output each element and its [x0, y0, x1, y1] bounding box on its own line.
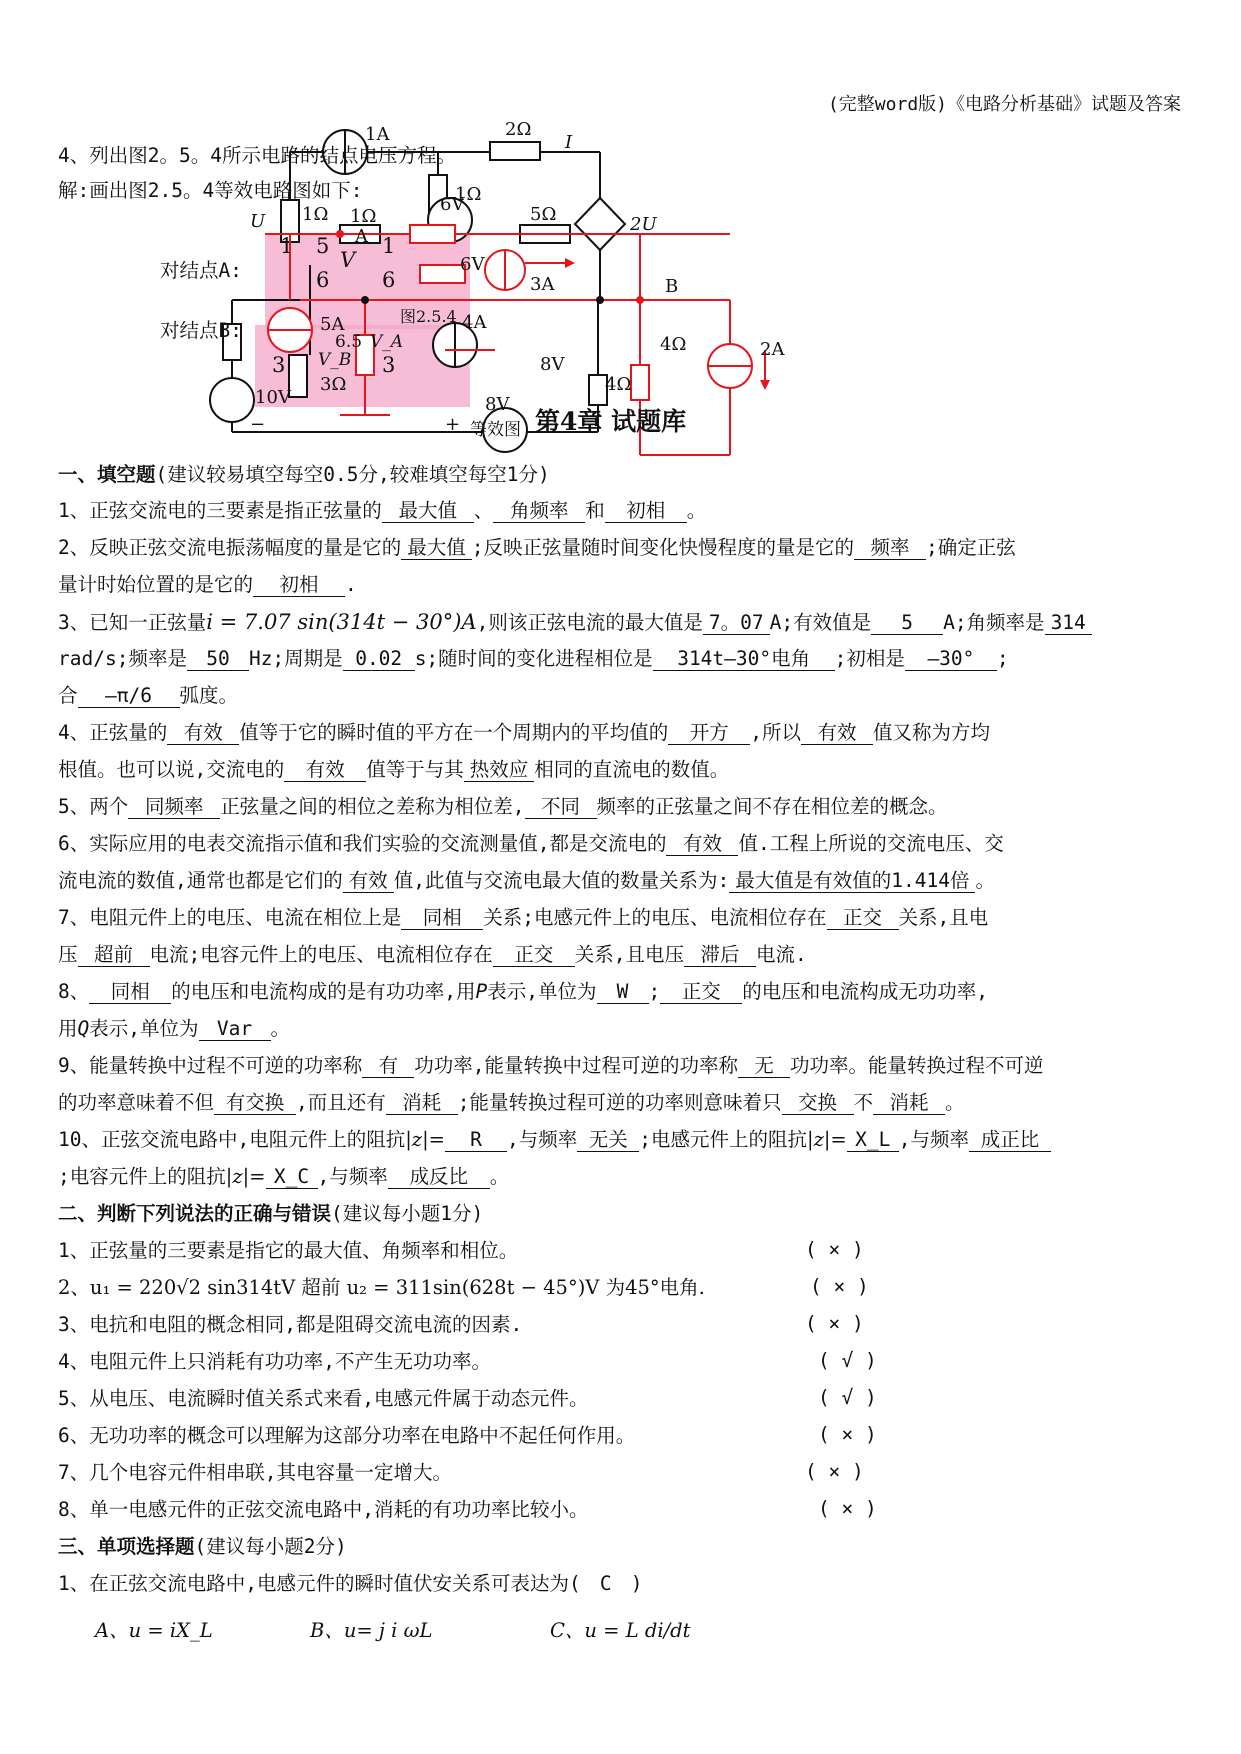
- eq-b-three: 3: [272, 353, 286, 377]
- label-6v-b: 6V: [460, 254, 485, 275]
- label-6v: 6V: [440, 194, 465, 215]
- judge-mark-2: ( × ): [810, 1275, 869, 1298]
- label-2ohm: 2Ω: [505, 119, 532, 140]
- label-4ohm-a: 4Ω: [660, 334, 687, 355]
- judge-mark-5: ( √ ): [818, 1386, 877, 1409]
- label-1ohm-a: 1Ω: [455, 184, 482, 205]
- label-i: I: [565, 132, 573, 153]
- judge-item-2: 2、u₁ = 220√2 sin314tV 超前 u₂ = 311sin(628t − 45°)V 为45°电角.: [58, 1276, 705, 1299]
- label-8v: 8V: [540, 354, 565, 375]
- label-5a: 5A: [320, 314, 345, 335]
- eq-a-one: 1: [382, 234, 396, 258]
- red-resistor-4ohm: [631, 365, 649, 400]
- q2-line1: 2、反映正弦交流电振荡幅度的量是它的 最大值 ;反映正弦量随时间变化快慢程度的量是它的 频率 ;确定正弦: [58, 536, 1016, 559]
- judge-mark-6: ( × ): [818, 1423, 877, 1446]
- label-1a: 1A: [365, 124, 390, 145]
- label-2u: 2U: [630, 214, 657, 235]
- section-3-note: (建议每小题2分): [194, 1535, 347, 1558]
- voltage-source-10v: [210, 378, 254, 422]
- q9-line1: 9、能量转换中过程不可逆的功率称 有 功功率,能量转换中过程可逆的功率称 无 功功率。能量转换过程不可逆: [58, 1054, 1044, 1077]
- label-1ohm-c: 1Ω: [350, 206, 377, 227]
- q7-line1: 7、电阻元件上的电压、电流在相位上是 同相 关系;电感元件上的电压、电流相位存在 正交 关系,且电: [58, 906, 989, 929]
- q8-line2: 用Q表示,单位为 Var 。: [58, 1017, 291, 1040]
- node-b-label: 对结点B:: [160, 319, 242, 342]
- label-4a: 4A: [462, 312, 487, 333]
- section-1-title: 一、填空题: [58, 463, 156, 486]
- q1: 1、正弦交流电的三要素是指正弦量的 最大值 、 角频率 和 初相 。: [58, 499, 707, 522]
- judge-item-3: 3、电抗和电阻的概念相同,都是阻碍交流电流的因素.: [58, 1313, 523, 1336]
- q5: 5、两个 同频率 正弦量之间的相位之差称为相位差, 不同 频率的正弦量之间不存在相位差的概念。: [58, 795, 948, 818]
- label-u: U: [250, 211, 266, 232]
- q10-line1: 10、正弦交流电路中,电阻元件上的阻抗|z|= R ,与频率 无关 ;电感元件上的阻抗|z|= X_L ,与频率 成正比: [58, 1127, 1051, 1153]
- eq-a-six: 6: [316, 268, 330, 292]
- chapter-title: 第4章 试题库: [535, 407, 687, 436]
- label-2a: 2A: [760, 339, 785, 360]
- dependent-source-2u: [575, 198, 625, 250]
- label-10v: 10V: [255, 387, 291, 408]
- fig-caption-equiv: 等效图: [470, 420, 521, 440]
- q6-line1: 6、实际应用的电表交流指示值和我们实验的交流测量值,都是交流电的 有效 值.工程上所说的交流电压、交: [58, 832, 1004, 855]
- label-1ohm-b: 1Ω: [302, 204, 329, 225]
- judge-item-1: 1、正弦量的三要素是指它的最大值、角频率和相位。: [58, 1239, 519, 1262]
- resistor-2ohm: [490, 142, 540, 160]
- q3-line3: 合 —π/6 弧度。: [58, 684, 239, 707]
- q4-line2: 根值。也可以说,交流电的 有效 值等于与其 热效应 相同的直流电的数值。: [58, 758, 730, 781]
- label-5ohm: 5Ω: [530, 204, 557, 225]
- mc-question-1: 1、在正弦交流电路中,电感元件的瞬时值伏安关系可表达为( C ): [58, 1572, 643, 1595]
- label-minus: −: [250, 414, 266, 435]
- label-8v-b: 8V: [485, 394, 510, 415]
- q9-line2: 的功率意味着不但 有交换 ,而且还有 消耗 ;能量转换过程可逆的功率则意味着只 交换 不 消耗 。: [58, 1091, 965, 1114]
- mc-option-a: A、u = iX_L: [95, 1619, 213, 1642]
- judge-item-7: 7、几个电容元件相串联,其电容量一定增大。: [58, 1461, 452, 1484]
- section-1-note: (建议较易填空每空0.5分,较难填空每空1分): [155, 463, 550, 486]
- judge-mark-4: ( √ ): [818, 1349, 877, 1372]
- eq-b-vb: V_B: [318, 350, 352, 370]
- q2-line2: 量计时始位置的是它的 初相 .: [58, 573, 357, 596]
- q3-line1: 3、已知一正弦量i = 7.07 sin(314t − 30°)A,则该正弦电流的最大值是 7。07 A;有效值是 5 A;角频率是 314: [58, 609, 1092, 636]
- judge-mark-8: ( × ): [818, 1497, 877, 1520]
- eq-a-six2: 6: [382, 268, 396, 292]
- label-a: A: [355, 226, 368, 247]
- q3-line2: rad/s;频率是 50 Hz;周期是 0.02 s;随时间的变化进程相位是 314t—30°电角 ;初相是 —30° ;: [58, 647, 1009, 670]
- prev-solution: 解:画出图2.5。4等效电路图如下:: [58, 179, 363, 202]
- judge-item-6: 6、无功功率的概念可以理解为这部分功率在电路中不起任何作用。: [58, 1424, 636, 1447]
- label-plus: +: [445, 414, 461, 435]
- label-3ohm: 3Ω: [320, 374, 347, 395]
- q8-line1: 8、 同相 的电压和电流构成的是有功功率,用P表示,单位为 W ; 正交 的电压和电流构成无功功率,: [58, 980, 988, 1003]
- eq-b-three2: 3: [382, 353, 396, 377]
- prev-question-4: 4、列出图2。5。4所示电路的结点电压方程。: [58, 144, 456, 167]
- eq-b-va: V_A: [370, 332, 404, 352]
- red-resistor-mid: [420, 265, 465, 283]
- eq-a-va: V: [340, 248, 356, 272]
- section-3-heading: [58, 1534, 347, 1560]
- eq-b-65: 6.5: [335, 332, 363, 352]
- judge-item-5: 5、从电压、电流瞬时值关系式来看,电感元件属于动态元件。: [58, 1387, 589, 1410]
- label-3a: 3A: [530, 274, 555, 295]
- q7-line2: 压 超前 电流;电容元件上的电压、电流相位存在 正交 关系,且电压 滞后 电流.: [58, 943, 807, 966]
- mc-option-b: B、u= j i ωL: [310, 1619, 433, 1642]
- q4-line1: 4、正弦量的 有效 值等于它的瞬时值的平方在一个周期内的平均值的 开方 ,所以 有效 值又称为方均: [58, 721, 991, 744]
- eq-a-5: 5: [316, 234, 330, 258]
- judge-mark-1: ( × ): [805, 1238, 864, 1261]
- judge-item-4: 4、电阻元件上只消耗有功功率,不产生无功功率。: [58, 1350, 491, 1373]
- section-2-note: (建议每小题1分): [331, 1202, 484, 1225]
- judge-item-8: 8、单一电感元件的正弦交流电路中,消耗的有功功率比较小。: [58, 1498, 589, 1521]
- label-b: B: [665, 276, 679, 297]
- section-1-heading: [58, 462, 550, 488]
- label-4ohm-b: 4Ω: [605, 374, 632, 395]
- q6-line2: 流电流的数值,通常也都是它们的 有效 值,此值与交流电最大值的数量关系为: 最大值是有效值的1.414倍 。: [58, 869, 995, 892]
- red-resistor-top: [410, 225, 455, 243]
- section-3-title: 三、单项选择题: [58, 1535, 195, 1558]
- resistor-3ohm: [289, 355, 307, 397]
- judge-mark-7: ( × ): [805, 1460, 864, 1483]
- q10-line2: ;电容元件上的阻抗|z|= X_C ,与频率 成反比 。: [58, 1165, 510, 1188]
- node-a-label: 对结点A:: [160, 259, 242, 282]
- judge-mark-3: ( × ): [805, 1312, 864, 1335]
- section-2-heading: [58, 1201, 483, 1227]
- section-2-title: 二、判断下列说法的正确与错误: [58, 1202, 332, 1225]
- eq-a-6: 1: [280, 234, 294, 258]
- page-header: (完整word版)《电路分析基础》试题及答案: [827, 94, 1181, 115]
- fig-caption-2: 图2.5.4: [400, 307, 457, 326]
- mc-option-c: C、u = L di/dt: [550, 1619, 691, 1642]
